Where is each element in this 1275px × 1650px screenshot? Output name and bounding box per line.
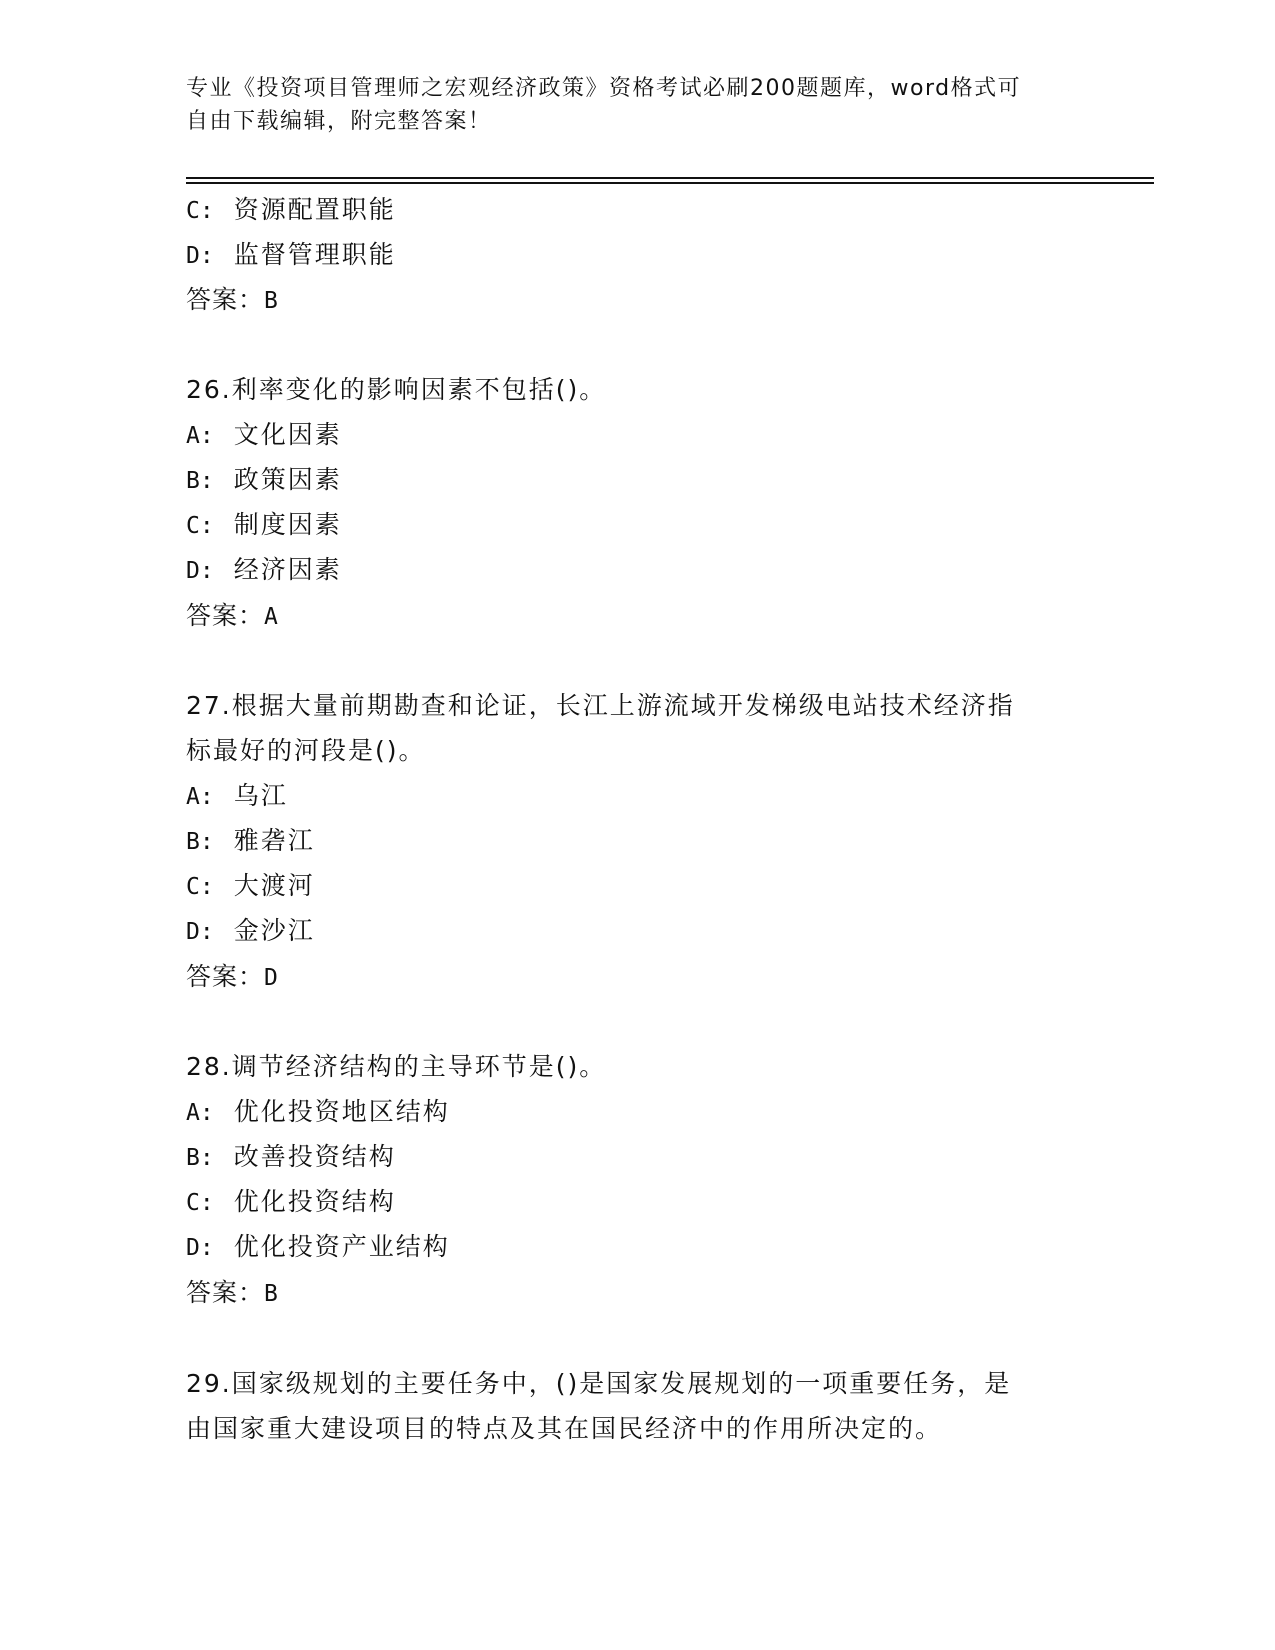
header-line-2: 自由下载编辑，附完整答案！ <box>186 109 492 134</box>
answer-label: 答案： <box>186 962 265 991</box>
option-a <box>186 780 288 813</box>
option-label: B: <box>186 1145 214 1171</box>
option-a <box>186 419 342 452</box>
header-line-1: 专业《投资项目管理师之宏观经济政策》资格考试必刷200题题库，word格式可 <box>186 76 1022 101</box>
question-29-stem-line-1: 29.国家级规划的主要任务中，()是国家发展规划的一项重要任务，是 <box>186 1369 1012 1398</box>
answer-value: A <box>264 604 279 630</box>
header-divider-top <box>186 177 1154 179</box>
option-text: 政策因素 <box>233 465 342 494</box>
question-26-stem: 26.利率变化的影响因素不包括()。 <box>186 375 607 404</box>
option-text: 大渡河 <box>233 871 315 900</box>
option-text: 优化投资地区结构 <box>233 1097 450 1126</box>
option-label: B: <box>186 468 214 494</box>
option-text: 金沙江 <box>233 916 315 945</box>
answer-line <box>186 284 279 317</box>
answer-label: 答案： <box>186 1278 265 1307</box>
option-label: A: <box>186 784 214 810</box>
option-d <box>186 239 396 272</box>
document-header <box>186 72 1086 138</box>
option-b <box>186 464 342 497</box>
option-text: 经济因素 <box>233 555 342 584</box>
answer-value: D <box>264 965 279 991</box>
answer-label: 答案： <box>186 285 265 314</box>
answer-label: 答案： <box>186 601 265 630</box>
option-label: C: <box>186 874 214 900</box>
option-text: 制度因素 <box>233 510 342 539</box>
option-text: 乌江 <box>233 781 288 810</box>
question-27-stem-line-1: 27.根据大量前期勘查和论证，长江上游流域开发梯级电站技术经济指 <box>186 691 1015 720</box>
option-label: C: <box>186 198 214 224</box>
answer-value: B <box>264 288 279 314</box>
option-label: C: <box>186 1190 214 1216</box>
option-text: 优化投资产业结构 <box>233 1232 450 1261</box>
option-b <box>186 825 315 858</box>
option-c <box>186 870 315 903</box>
option-text: 改善投资结构 <box>233 1142 396 1171</box>
option-text: 文化因素 <box>233 420 342 449</box>
option-d <box>186 915 315 948</box>
option-label: D: <box>186 919 214 945</box>
option-text: 优化投资结构 <box>233 1187 396 1216</box>
option-label: C: <box>186 513 214 539</box>
option-text: 雅砻江 <box>233 826 315 855</box>
answer-line <box>186 961 279 994</box>
question-29-stem-line-2: 由国家重大建设项目的特点及其在国民经济中的作用所决定的。 <box>186 1414 943 1443</box>
option-a <box>186 1096 450 1129</box>
option-label: D: <box>186 558 214 584</box>
option-c <box>186 509 342 542</box>
option-label: D: <box>186 1235 214 1261</box>
answer-line <box>186 600 279 633</box>
answer-line <box>186 1277 279 1310</box>
answer-value: B <box>264 1281 279 1307</box>
option-c <box>186 1186 396 1219</box>
option-c <box>186 194 396 227</box>
option-text: 监督管理职能 <box>233 240 396 269</box>
question-28-stem: 28.调节经济结构的主导环节是()。 <box>186 1052 607 1081</box>
option-d <box>186 1231 450 1264</box>
header-divider-bottom <box>186 182 1154 184</box>
option-d <box>186 554 342 587</box>
question-27-stem-line-2: 标最好的河段是()。 <box>186 736 426 765</box>
option-label: B: <box>186 829 214 855</box>
option-label: A: <box>186 423 214 449</box>
option-label: A: <box>186 1100 214 1126</box>
option-label: D: <box>186 243 214 269</box>
option-b <box>186 1141 396 1174</box>
option-text: 资源配置职能 <box>233 195 396 224</box>
